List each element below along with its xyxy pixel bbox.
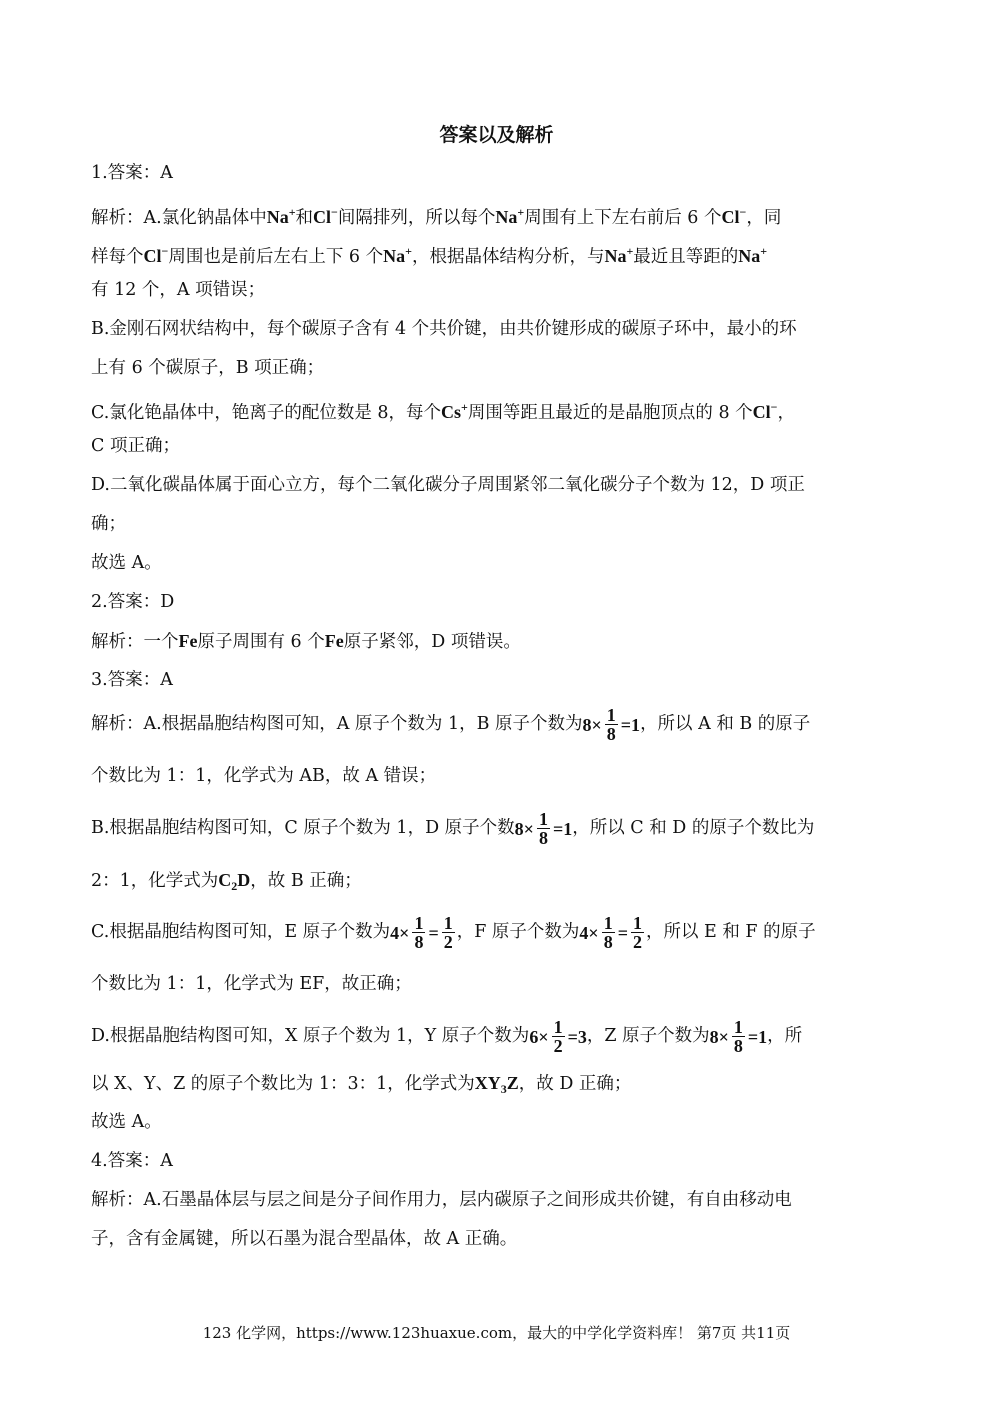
answer-3-explanation-line-1: 解析：A.根据晶胞结构图可知，A 原子个数为 1，B 原子个数为 8× $\frac{1}{8}$ =1 ，所以 A 和 B 的原子 — [91, 705, 811, 744]
answer-1-heading: 1.答案：A — [91, 163, 173, 183]
page-footer: 123 化学网，https://www.123huaxue.com，最大的中学化学资料库！ 第7页 共11页 — [202, 1324, 791, 1342]
answer-1-explanation-line-4: B.金刚石网状结构中，每个碳原子含有 4 个共价键，由共价键形成的碳原子环中，最小的环 — [91, 319, 797, 339]
math-expression: 4× $\frac{1}{8}$ = $\frac{1}{2}$ — [579, 913, 642, 952]
ion-formula: Cl− — [313, 205, 338, 227]
fraction: $\frac{1}{8}$ — [606, 705, 616, 744]
answer-3-explanation-line-7: D.根据晶胞结构图可知，X 原子个数为 1，Y 原子个数为 6× $\frac{1}{2}$ =3 ，Z 原子个数为 8× $\frac{1}{8}$ =1 ，所 — [91, 1017, 803, 1056]
answer-1-explanation-line-5: 上有 6 个碳原子，B 项正确； — [91, 358, 325, 378]
ion-formula: Na+ — [738, 244, 768, 266]
fraction: $\frac{1}{8}$ — [414, 913, 424, 952]
answer-4-heading: 4.答案：A — [91, 1151, 173, 1171]
ion-formula: Na+ — [266, 205, 296, 227]
answer-1-explanation-line-2: 样每个Cl−周围也是前后左右上下 6 个Na+，根据晶体结构分析，与Na+最近且等距的Na+ — [91, 244, 768, 267]
ion-formula: Cs+ — [441, 400, 468, 422]
ion-formula: Cl− — [143, 244, 169, 266]
answer-1-explanation-line-7: C 项正确； — [91, 436, 180, 456]
element-symbol: Fe — [178, 631, 198, 651]
answer-1-explanation-line-3: 有 12 个，A 项错误； — [91, 280, 266, 300]
ion-formula: Cl− — [752, 400, 778, 422]
fraction: $\frac{1}{2}$ — [553, 1017, 563, 1056]
chemical-formula: $C_2D$ — [218, 870, 251, 893]
math-expression: 8× $\frac{1}{8}$ =1 — [709, 1017, 768, 1056]
ion-formula: Na+ — [383, 244, 412, 266]
answer-3-explanation-line-4: 2：1，化学式为$C_2D$，故 B 正确； — [91, 870, 362, 893]
ion-formula: Cl− — [721, 205, 747, 227]
answer-3-explanation-line-5: C.根据晶胞结构图可知，E 原子个数为 4× $\frac{1}{8}$ = $\frac{1}{2}$ ，F 原子个数为 4× $\frac{1}{8}$ = $\frac{1}{2}$ ，所以 E 和 F 的原子 — [91, 913, 816, 952]
fraction: $\frac{1}{8}$ — [733, 1017, 743, 1056]
fraction: $\frac{1}{2}$ — [632, 913, 642, 952]
math-expression: 8× $\frac{1}{8}$ =1 — [514, 809, 573, 848]
answer-1-explanation-line-8: D.二氧化碳晶体属于面心立方，每个二氧化碳分子周围紧邻二氧化碳分子个数为 12，D 项正 — [91, 475, 805, 495]
element-symbol: Fe — [324, 631, 344, 651]
ion-formula: Na+ — [604, 244, 634, 266]
answer-1-conclusion: 故选 A。 — [91, 553, 162, 573]
fraction: $\frac{1}{2}$ — [443, 913, 453, 952]
fraction: $\frac{1}{8}$ — [603, 913, 613, 952]
answer-1-explanation-line-1: 解析：A.氯化钠晶体中Na+和Cl−间隔排列，所以每个Na+周围有上下左右前后 6 个Cl−，同 — [91, 205, 782, 228]
answer-3-explanation-line-6: 个数比为 1：1，化学式为 EF，故正确； — [91, 974, 412, 994]
answer-2-heading: 2.答案：D — [91, 592, 175, 612]
answer-4-explanation-line-2: 子，含有金属键，所以石墨为混合型晶体，故 A 正确。 — [91, 1229, 518, 1249]
answer-3-explanation-line-2: 个数比为 1：1，化学式为 AB，故 A 错误； — [91, 766, 437, 786]
chemical-formula: $XY_3Z$ — [474, 1073, 519, 1096]
answer-4-explanation-line-1: 解析：A.石墨晶体层与层之间是分子间作用力，层内碳原子之间形成共价键，有自由移动电 — [91, 1190, 792, 1210]
answer-1-explanation-line-6: C.氯化铯晶体中，铯离子的配位数是 8，每个Cs+周围等距且最近的是晶胞顶点的 8 个Cl−， — [91, 400, 795, 423]
answer-3-heading: 3.答案：A — [91, 670, 173, 690]
answer-3-explanation-line-8: 以 X、Y、Z 的原子个数比为 1：3：1，化学式为$XY_3Z$，故 D 正确； — [91, 1073, 632, 1096]
answer-content — [91, 158, 903, 1263]
math-expression: 8× $\frac{1}{8}$ =1 — [582, 705, 641, 744]
page-title: 答案以及解析 — [439, 124, 554, 146]
ion-formula: Na+ — [495, 205, 525, 227]
math-expression: 6× $\frac{1}{2}$ =3 — [529, 1017, 587, 1056]
math-expression: 4× $\frac{1}{8}$ = $\frac{1}{2}$ — [390, 913, 453, 952]
answer-2-explanation: 解析：一个Fe原子周围有 6 个Fe原子紧邻，D 项错误。 — [91, 631, 521, 652]
answer-3-conclusion: 故选 A。 — [91, 1112, 162, 1132]
answer-3-explanation-line-3: B.根据晶胞结构图可知，C 原子个数为 1，D 原子个数 8× $\frac{1}{8}$ =1 ，所以 C 和 D 的原子个数比为 — [91, 809, 815, 848]
answer-1-explanation-line-9: 确； — [91, 514, 126, 534]
fraction: $\frac{1}{8}$ — [538, 809, 548, 848]
